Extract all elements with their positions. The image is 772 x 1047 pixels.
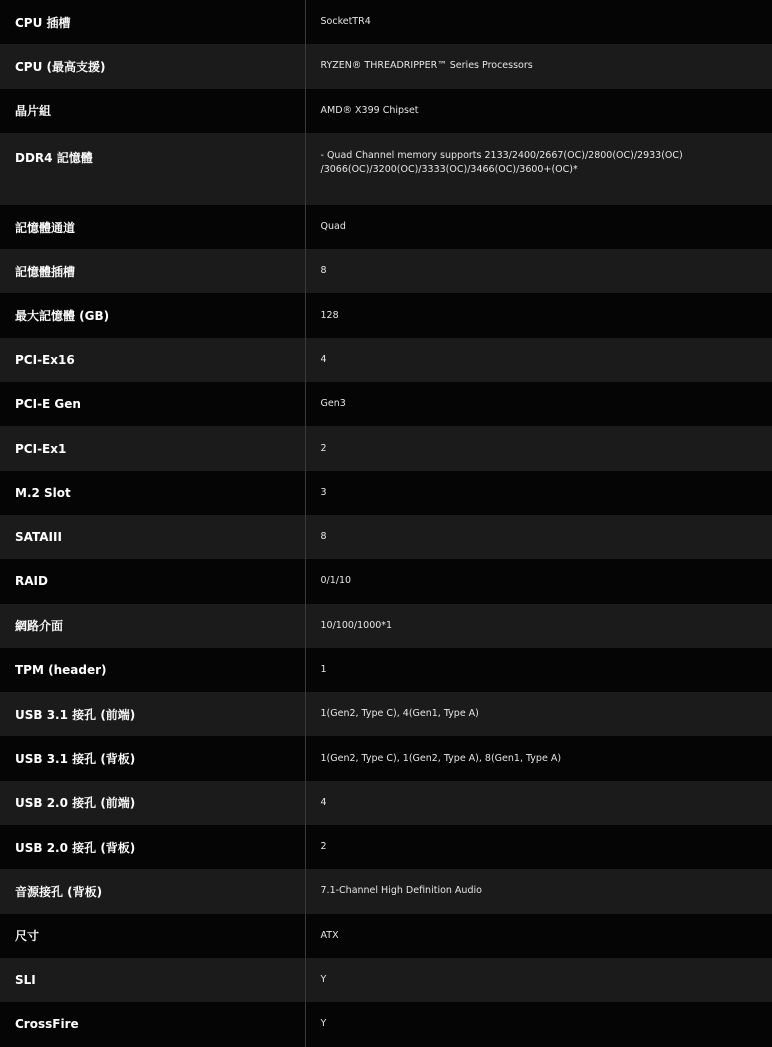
spec-value: 1 bbox=[305, 648, 772, 692]
spec-key: USB 3.1 接孔 (背板) bbox=[0, 736, 305, 780]
spec-key: CPU 插槽 bbox=[0, 0, 305, 44]
spec-value: Quad bbox=[305, 205, 772, 249]
spec-key: M.2 Slot bbox=[0, 471, 305, 515]
spec-key: CrossFire bbox=[0, 1002, 305, 1046]
spec-value: 7.1-Channel High Definition Audio bbox=[305, 869, 772, 913]
spec-row-pcie-x16 bbox=[0, 338, 772, 382]
spec-value: 1(Gen2, Type C), 1(Gen2, Type A), 8(Gen1, Type A) bbox=[305, 736, 772, 780]
spec-key: 最大記憶體 (GB) bbox=[0, 293, 305, 337]
spec-value: Y bbox=[305, 1002, 772, 1046]
spec-key: USB 2.0 接孔 (背板) bbox=[0, 825, 305, 869]
spec-row-cpu-support bbox=[0, 44, 772, 88]
spec-value: 8 bbox=[305, 515, 772, 559]
spec-value: 2 bbox=[305, 426, 772, 470]
spec-row-crossfire bbox=[0, 1002, 772, 1046]
spec-key: PCI-Ex1 bbox=[0, 426, 305, 470]
spec-value-line-1: - Quad Channel memory supports 2133/2400/2667(OC)/2800(OC)/2933(OC) bbox=[320, 149, 683, 161]
spec-row-audio-rear bbox=[0, 869, 772, 913]
spec-key: 記憶體通道 bbox=[0, 205, 305, 249]
spec-key: DDR4 記憶體 bbox=[0, 133, 305, 205]
spec-row-usb20-front bbox=[0, 781, 772, 825]
spec-key: CPU (最高支援) bbox=[0, 44, 305, 88]
spec-key: 音源接孔 (背板) bbox=[0, 869, 305, 913]
spec-value: 10/100/1000*1 bbox=[305, 604, 772, 648]
spec-value: RYZEN® THREADRIPPER™ Series Processors bbox=[305, 44, 772, 88]
spec-value bbox=[305, 133, 772, 205]
spec-value: ATX bbox=[305, 914, 772, 958]
spec-row-sata bbox=[0, 515, 772, 559]
spec-value: SocketTR4 bbox=[305, 0, 772, 44]
spec-value: 3 bbox=[305, 471, 772, 515]
spec-row-memory-slots bbox=[0, 249, 772, 293]
spec-row-max-memory bbox=[0, 293, 772, 337]
spec-key: 尺寸 bbox=[0, 914, 305, 958]
spec-value: 128 bbox=[305, 293, 772, 337]
spec-row-m2-slot bbox=[0, 471, 772, 515]
spec-value: 8 bbox=[305, 249, 772, 293]
spec-value: 4 bbox=[305, 781, 772, 825]
spec-key: 記憶體插槽 bbox=[0, 249, 305, 293]
spec-value: 1(Gen2, Type C), 4(Gen1, Type A) bbox=[305, 692, 772, 736]
spec-value: 2 bbox=[305, 825, 772, 869]
spec-key: USB 3.1 接孔 (前端) bbox=[0, 692, 305, 736]
spec-row-usb31-rear bbox=[0, 736, 772, 780]
spec-row-chipset bbox=[0, 89, 772, 133]
spec-row-usb20-rear bbox=[0, 825, 772, 869]
spec-key: RAID bbox=[0, 559, 305, 603]
spec-row-memory-channel bbox=[0, 205, 772, 249]
spec-row-sli bbox=[0, 958, 772, 1002]
spec-value: Gen3 bbox=[305, 382, 772, 426]
spec-key: SLI bbox=[0, 958, 305, 1002]
spec-row-pcie-x1 bbox=[0, 426, 772, 470]
spec-value: 0/1/10 bbox=[305, 559, 772, 603]
spec-key: PCI-E Gen bbox=[0, 382, 305, 426]
spec-key: PCI-Ex16 bbox=[0, 338, 305, 382]
spec-row-cpu-socket bbox=[0, 0, 772, 44]
spec-row-usb31-front bbox=[0, 692, 772, 736]
spec-key: TPM (header) bbox=[0, 648, 305, 692]
spec-value-line-2: /3066(OC)/3200(OC)/3333(OC)/3466(OC)/3600+(OC)* bbox=[320, 163, 578, 175]
spec-key: USB 2.0 接孔 (前端) bbox=[0, 781, 305, 825]
spec-row-tpm bbox=[0, 648, 772, 692]
spec-key: 網路介面 bbox=[0, 604, 305, 648]
spec-value: 4 bbox=[305, 338, 772, 382]
spec-row-pcie-gen bbox=[0, 382, 772, 426]
spec-value: Y bbox=[305, 958, 772, 1002]
spec-row-ddr4-memory bbox=[0, 133, 772, 205]
spec-value: AMD® X399 Chipset bbox=[305, 89, 772, 133]
spec-row-network bbox=[0, 604, 772, 648]
spec-key: SATAIII bbox=[0, 515, 305, 559]
spec-key: 晶片組 bbox=[0, 89, 305, 133]
spec-row-raid bbox=[0, 559, 772, 603]
spec-row-size bbox=[0, 914, 772, 958]
